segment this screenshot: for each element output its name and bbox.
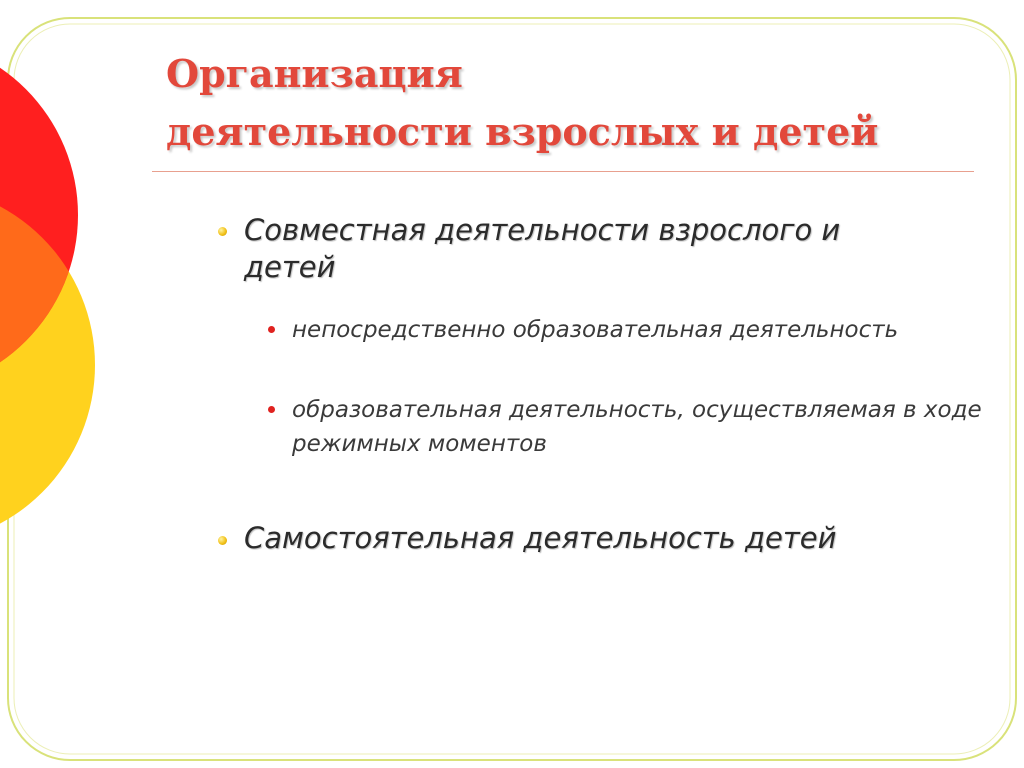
slide-title-line-2: деятельности взрослых и детей	[166, 109, 879, 154]
title-divider	[152, 171, 974, 172]
sub-bullet-routine-educational-activity: образовательная деятельность, осуществляемая в ходе режимных моментов	[292, 397, 982, 457]
sub-bullet-direct-educational-activity: непосредственно образовательная деятельность	[292, 317, 899, 343]
bullet-joint-activity: Совместная деятельности взрослого и детей	[244, 213, 841, 284]
sub-bullet-dot-icon	[268, 406, 275, 413]
bullet-dot-icon	[218, 227, 227, 236]
slide-title-line-1: Организация	[166, 51, 463, 96]
sub-bullet-dot-icon	[268, 326, 275, 333]
bullet-independent-activity: Самостоятельная деятельность детей	[244, 521, 837, 555]
bullet-dot-icon	[218, 536, 227, 545]
